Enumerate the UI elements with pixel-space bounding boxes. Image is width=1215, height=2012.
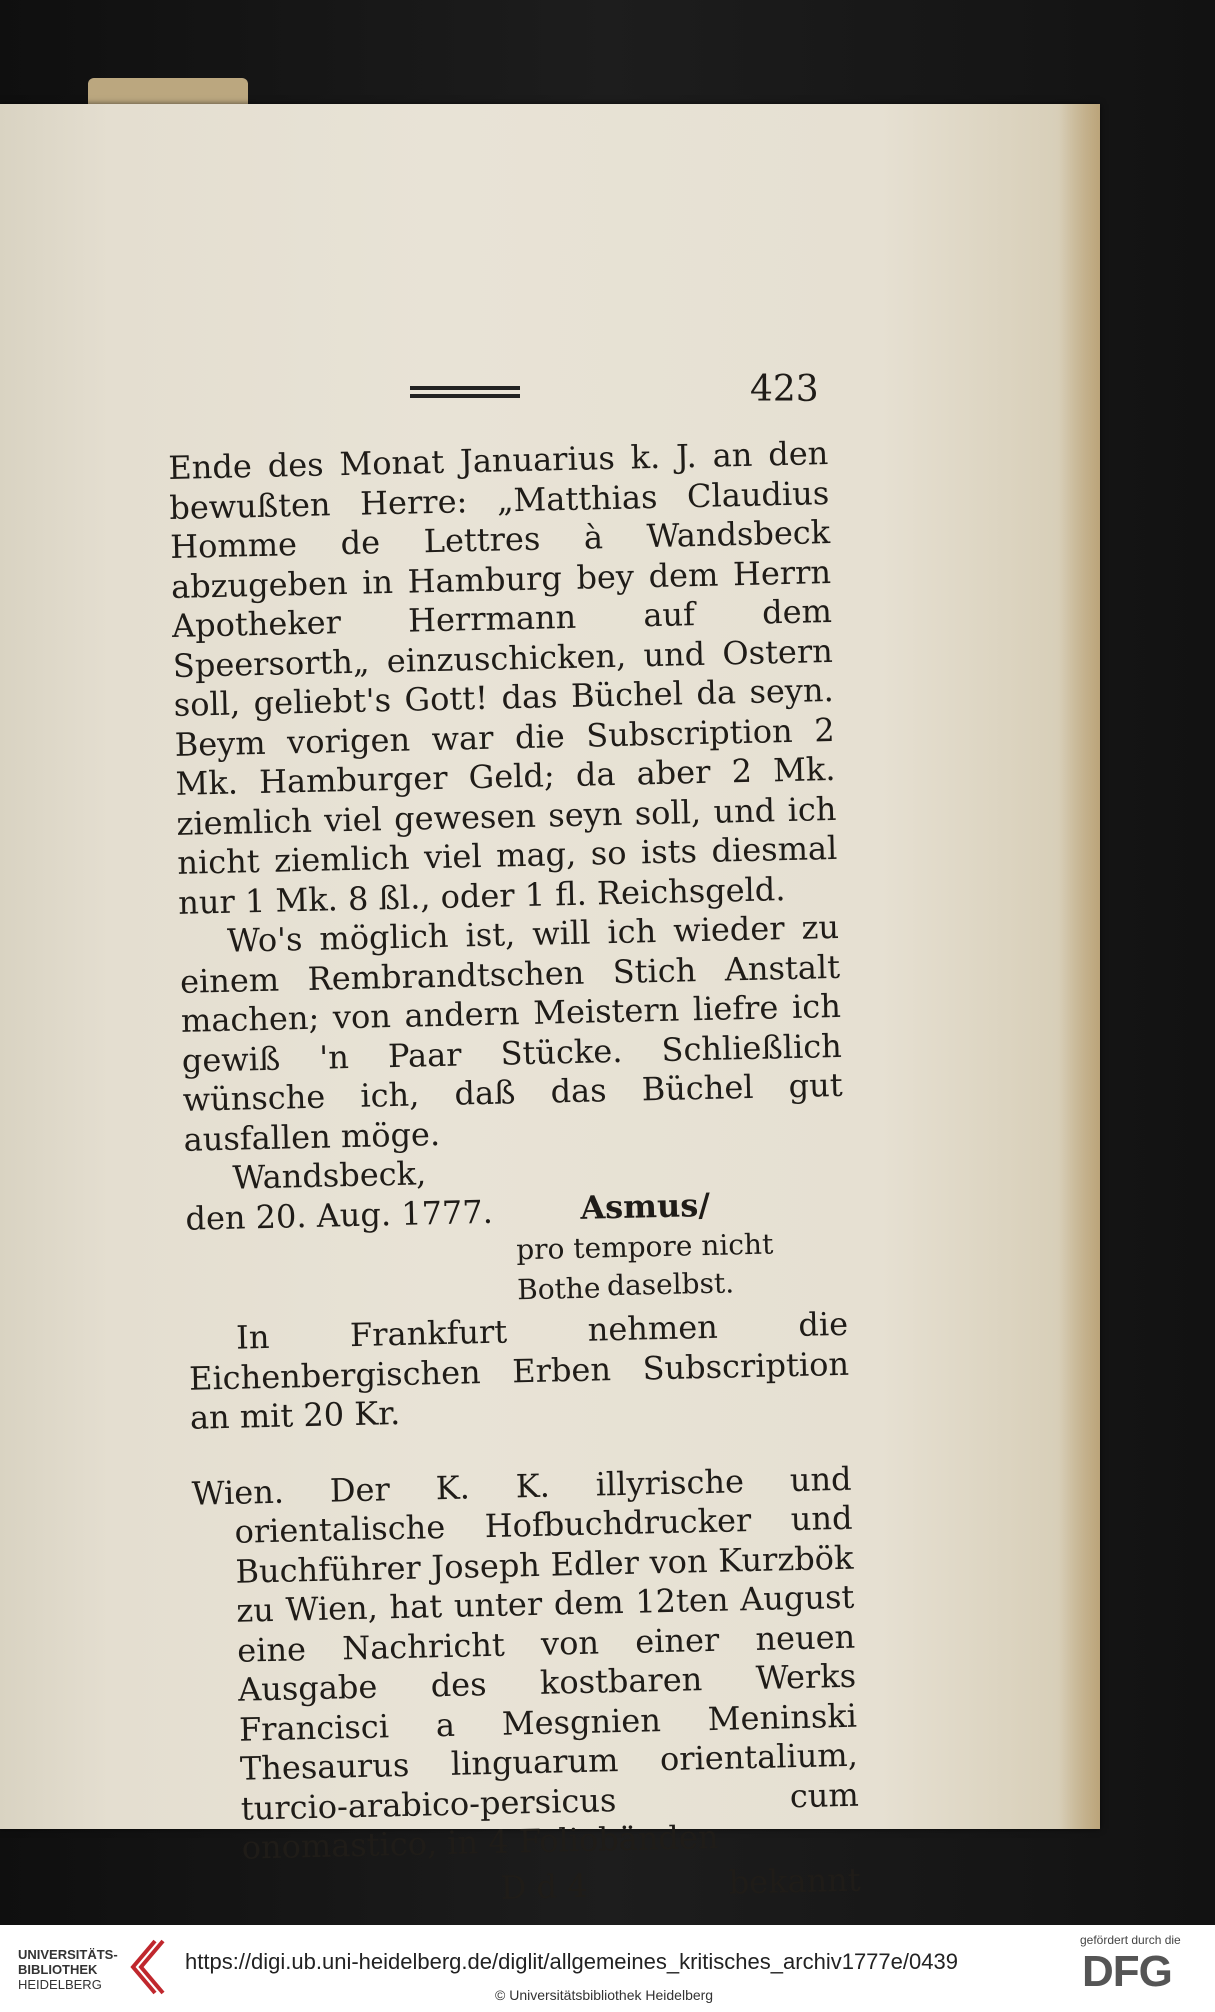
page-number: 423 [750,369,819,410]
paragraph-vienna: Wien. Der K. K. illyrische und orientalische Hofbuchdrucker und Buchführer Joseph Edler von Kurzbök zu Wien, hat unter dem 12ten August eine Nachricht von einer neuen Ausgabe des kostbaren Werks Francisci a Mesgnien Meninski Thesaurus linguarum orientalium, turcio-arabico-persicus cum onomastico, in 4 Foliobänden [191,1459,860,1867]
signature-location: daselbst. [606,1266,735,1303]
library-line-1: UNIVERSITÄTS- [18,1947,118,1962]
page-text [168,434,861,1921]
book-page [0,104,1100,1907]
signature-date: den 20. Aug. 1777. [185,1192,494,1238]
library-logo-icon [125,1937,167,1997]
copyright-notice: © Universitätsbibliothek Heidelberg [495,1987,714,2003]
paragraph-subscription: Ende des Monat Januarius k. J. an den bewußten Herre: „Matthias Claudius Homme de Lettres à Wandsbeck abzugeben in Hamburg bey dem Herrn Apotheker Herrmann auf dem Speersorth„ einzuschicken, und Ostern soll, geliebt's Gott! das Büchel da seyn. Beym vorigen war die Subscription 2 Mk. Hamburger Geld; da aber 2 Mk. ziemlich viel gewesen seyn soll, und ich nicht ziemlich viel mag, so ists diesmal nur 1 Mk. 8 ßl., oder 1 fl. Reichsgeld. [168,434,838,922]
catchword: bekannt [728,1860,862,1902]
library-line-3: HEIDELBERG [18,1977,102,1992]
library-line-2: BIBLIOTHEK [18,1962,98,1977]
signature-place: Wandsbeck, [232,1154,427,1197]
viewer-footer [0,1925,1215,2012]
signature-role: pro tempore nicht Bothe [515,1227,774,1306]
library-logo-text [18,1947,118,1992]
permalink-url[interactable]: https://digi.ub.uni-heidelberg.de/diglit/allgemeines_kritisches_archiv1777e/0439 [185,1949,958,1974]
paragraph-rembrandt: Wo's möglich ist, will ich wieder zu einem Rembrandtschen Stich Anstalt machen; von andern Meistern liefre ich gewiß 'n Paar Stücke. Schließlich wünsche ich, daß das Büchel gut ausfallen möge. [179,907,844,1159]
paragraph-frankfurt: In Frankfurt nehmen die Eichenbergischen Erben Subscription an mit 20 Kr. [188,1304,850,1437]
header-rule [410,386,520,398]
signature-name: Asmus/ [579,1185,711,1227]
signature-block [184,1145,847,1320]
signature-mark: D d 4 [500,1866,588,1907]
dfg-logo: DFG [1082,1947,1172,1996]
funded-by-label: gefördert durch die [1080,1933,1181,1947]
